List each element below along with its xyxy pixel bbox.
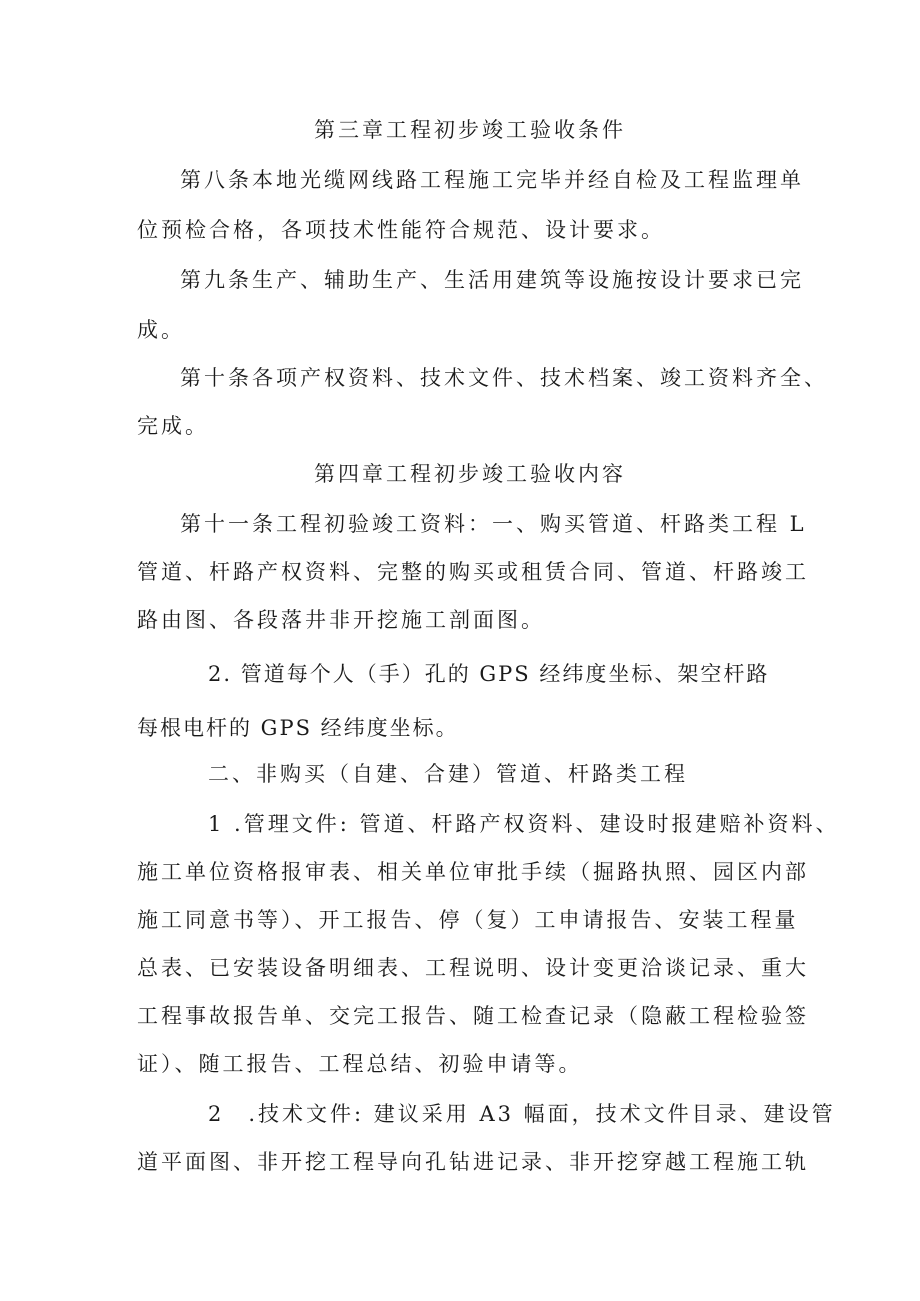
management-files-line-6: 证）、随工报告、工程总结、初验申请等。	[137, 1052, 583, 1076]
article-10-line-2: 完成。	[137, 414, 209, 438]
article-11-line-2: 管道、杆路产权资料、完整的购买或租赁合同、管道、杆路竣工	[137, 560, 809, 584]
management-files-line-2: 施工单位资格报审表、相关单位审批手续（掘路执照、园区内部	[137, 860, 809, 884]
item-2-line-2: 每根电杆的 GPS 经纬度坐标。	[137, 716, 459, 740]
technical-files-line-1: 2 .技术文件: 建议采用 A3 幅面，技术文件目录、建设管	[208, 1102, 836, 1126]
article-11-line-3: 路由图、各段落井非开挖施工剖面图。	[137, 608, 545, 632]
management-files-line-3: 施工同意书等）、开工报告、停（复）工申请报告、安装工程量	[137, 908, 799, 932]
section-2-title: 二、非购买（自建、合建）管道、杆路类工程	[208, 762, 688, 786]
management-files-line-5: 工程事故报告单、交完工报告、随工检查记录（隐蔽工程检验签	[137, 1004, 809, 1028]
technical-files-line-2: 道平面图、非开挖工程导向孔钻进记录、非开挖穿越工程施工轨	[137, 1150, 809, 1174]
article-8-line-1: 第八条本地光缆网线路工程施工完毕并经自检及工程监理单	[180, 168, 804, 192]
article-8-line-2: 位预检合格，各项技术性能符合规范、设计要求。	[137, 218, 665, 242]
item-2-line-1: 2. 管道每个人（手）孔的 GPS 经纬度坐标、架空杆路	[208, 662, 770, 686]
article-9-line-1: 第九条生产、辅助生产、生活用建筑等设施按设计要求已完	[180, 268, 804, 292]
management-files-line-4: 总表、已安装设备明细表、工程说明、设计变更洽谈记录、重大	[137, 956, 809, 980]
management-files-line-1: 1 .管理文件: 管道、杆路产权资料、建设时报建赔补资料、	[208, 812, 840, 836]
chapter-4-title: 第四章工程初步竣工验收内容	[314, 462, 626, 486]
chapter-3-title: 第三章工程初步竣工验收条件	[314, 118, 626, 142]
article-10-line-1: 第十条各项产权资料、技术文件、技术档案、竣工资料齐全、	[180, 366, 828, 390]
article-9-line-2: 成。	[137, 318, 185, 342]
article-11-line-1: 第十一条工程初验竣工资料：一、购买管道、杆路类工程 L	[180, 512, 807, 536]
